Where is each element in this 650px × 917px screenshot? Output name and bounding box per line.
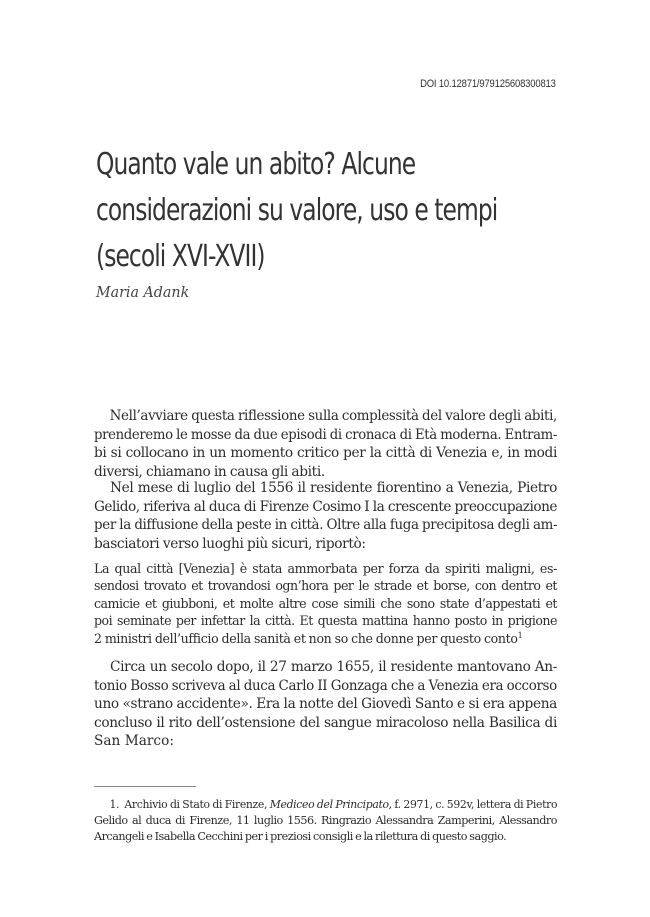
text-line: Nell’avviare questa riflessione sulla complessità del valore degli abiti, <box>109 408 557 424</box>
quote-line: camicie et giubboni, et molte altre cose simili che sono state d’appestati et <box>94 595 557 611</box>
text-line: Nel mese di luglio del 1556 il residente fiorentino a Venezia, Pietro <box>110 480 557 496</box>
footnote-source-title: Mediceo del Principato <box>269 798 389 811</box>
text-line: prenderemo le mosse da due episodi di cronaca di Età moderna. Entram- <box>94 426 558 443</box>
paragraph-2 <box>94 479 557 553</box>
footnote-line: Gelido al duca di Firenze, 11 luglio 1556. Ringrazio Alessandra Zamperini, Alessandro <box>94 814 557 827</box>
quote-line: sendosi trovato et trovandosi ogn’hora per le strade et borse, con dentro et <box>94 578 557 594</box>
quote-line: La qual città [Venezia] è stata ammorbata per forza da spiriti maligni, es- <box>94 561 557 576</box>
footnote-text: , f. 2971, c. 592v, lettera di Pietro <box>388 798 558 811</box>
article-author: Maria Adank <box>96 283 190 301</box>
quote-line <box>94 630 557 647</box>
article-title <box>96 142 498 280</box>
footnote-divider <box>94 786 196 787</box>
footnote-line: Arcangeli e Isabella Cecchini per i preziosi consigli e la rilettura di questo saggio. <box>94 830 507 843</box>
text-line: diversi, chiamano in causa gli abiti. <box>94 463 325 480</box>
paragraph-1 <box>94 407 557 481</box>
footnote-number: 1. <box>109 798 120 811</box>
text-line: basciatori verso luoghi più sicuri, riportò: <box>94 535 366 552</box>
text-line: tonio Bosso scriveva al duca Carlo II Gonzaga che a Venezia era occorso <box>94 677 557 694</box>
text-line: Circa un secolo dopo, il 27 marzo 1655, il residente mantovano An- <box>110 659 557 675</box>
doi-header: DOI 10.12871/979125608300813 <box>420 78 556 90</box>
footnote-text: Archivio di Stato di Firenze, <box>124 798 270 811</box>
text-line: uno «strano accidente». Era la notte del Giovedì Santo e si era appena <box>94 696 557 713</box>
text-line: Gelido, riferiva al duca di Firenze Cosimo I la crescente preoccupazione <box>94 498 557 515</box>
paragraph-3 <box>94 658 557 751</box>
footnote-ref[interactable]: 1 <box>517 630 523 640</box>
text-line: San Marco: <box>94 733 174 750</box>
footnote-1 <box>94 797 557 845</box>
quote-line: poi seminate per infettar la città. Et questa mattina hanno posto in prigione <box>94 613 557 629</box>
text-line: bi si collocano in un momento critico per la città di Venezia e, in modi <box>94 445 557 462</box>
block-quote <box>94 560 557 647</box>
text-line: concluso il rito dell’ostensione del sangue miracoloso nella Basilica di <box>94 714 557 731</box>
title-line: Quanto vale un abito? Alcune <box>96 147 416 182</box>
quote-line-text: 2 ministri dell’ufficio della sanità et non so che donne per questo conto <box>94 630 518 646</box>
text-line: per la diffusione della peste in città. Oltre alla fuga precipitosa degli am- <box>94 517 558 534</box>
footnote-line <box>94 797 558 813</box>
title-line: considerazioni su valore, uso e tempi <box>96 193 498 228</box>
title-line: (secoli XVI-XVII) <box>96 239 265 274</box>
